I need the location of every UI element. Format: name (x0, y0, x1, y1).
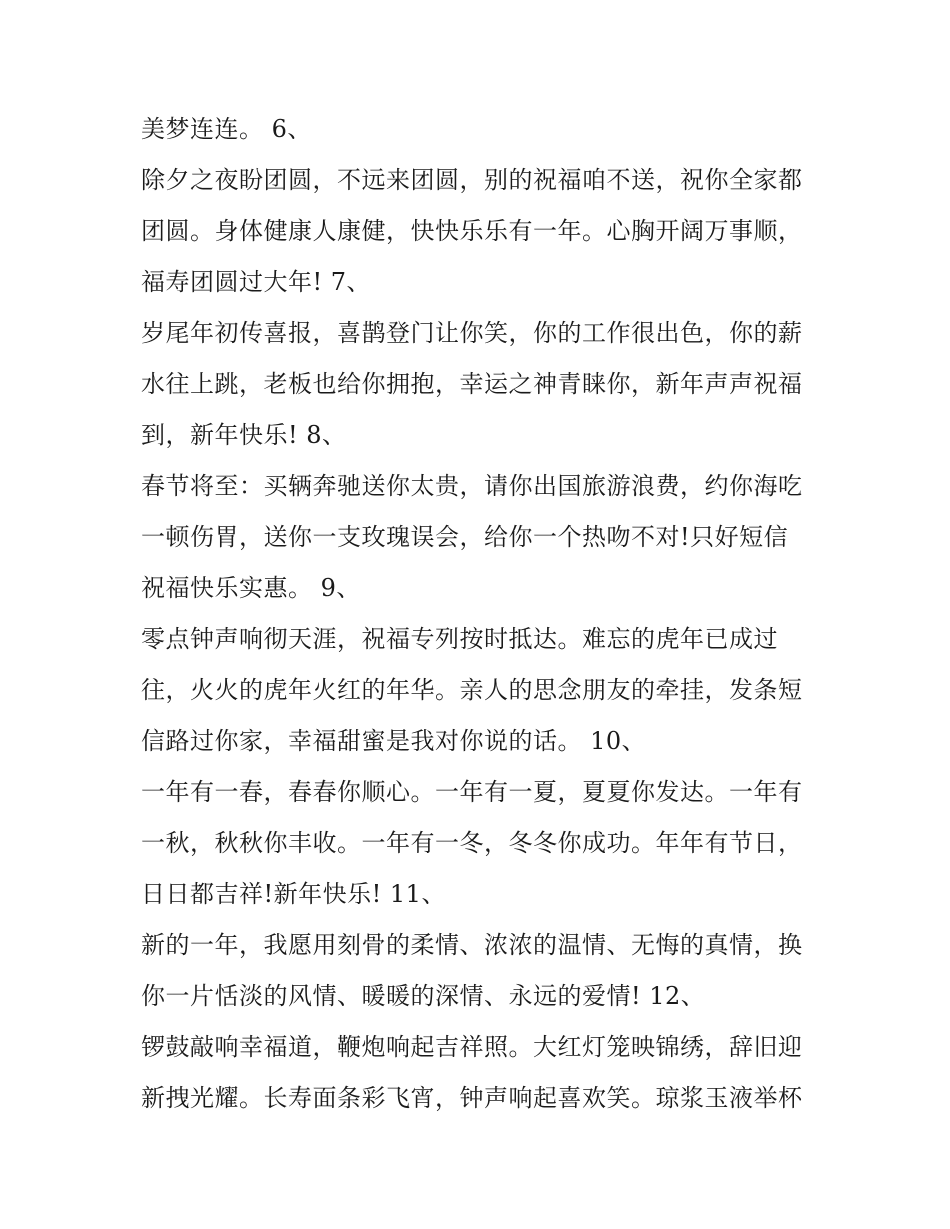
body-text (141, 104, 821, 1124)
text-line: 岁尾年初传喜报，喜鹊登门让你笑，你的工作很出色，你的薪 (141, 319, 803, 347)
text-line: 福寿团圆过大年! 7、 (141, 268, 372, 296)
text-line: 新拽光耀。长寿面条彩飞宵，钟声响起喜欢笑。琼浆玉液举杯 (141, 1084, 803, 1112)
text-line: 祝福快乐实惠。 9、 (141, 574, 361, 602)
text-line: 美梦连连。 6、 (141, 115, 312, 143)
text-line: 团圆。身体健康人康健，快快乐乐有一年。心胸开阔万事顺， (141, 217, 803, 245)
text-line: 零点钟声响彻天涯，祝福专列按时抵达。难忘的虎年已成过 (141, 625, 778, 653)
text-line: 往，火火的虎年火红的年华。亲人的思念朋友的牵挂，发条短 (141, 676, 803, 704)
text-line: 春节将至：买辆奔驰送你太贵，请你出国旅游浪费，约你海吃 (141, 472, 803, 500)
text-line: 一顿伤胃，送你一支玫瑰误会，给你一个热吻不对!只好短信 (141, 523, 789, 551)
text-line: 你一片恬淡的风情、暖暖的深情、永远的爱情! 12、 (141, 982, 706, 1010)
text-line: 新的一年，我愿用刻骨的柔情、浓浓的温情、无悔的真情，换 (141, 931, 803, 959)
text-line: 锣鼓敲响幸福道，鞭炮响起吉祥照。大红灯笼映锦绣，辞旧迎 (141, 1033, 803, 1061)
text-line: 一秋，秋秋你丰收。一年有一冬，冬冬你成功。年年有节日， (141, 829, 803, 857)
text-line: 日日都吉祥!新年快乐! 11、 (141, 880, 446, 908)
text-line: 一年有一春，春春你顺心。一年有一夏，夏夏你发达。一年有 (141, 778, 803, 806)
text-line: 信路过你家，幸福甜蜜是我对你说的话。 10、 (141, 727, 647, 755)
text-line: 水往上跳，老板也给你拥抱，幸运之神青睐你，新年声声祝福 (141, 370, 803, 398)
text-line: 除夕之夜盼团圆，不远来团圆，别的祝福咱不送，祝你全家都 (141, 166, 803, 194)
text-line: 到，新年快乐! 8、 (141, 421, 347, 449)
